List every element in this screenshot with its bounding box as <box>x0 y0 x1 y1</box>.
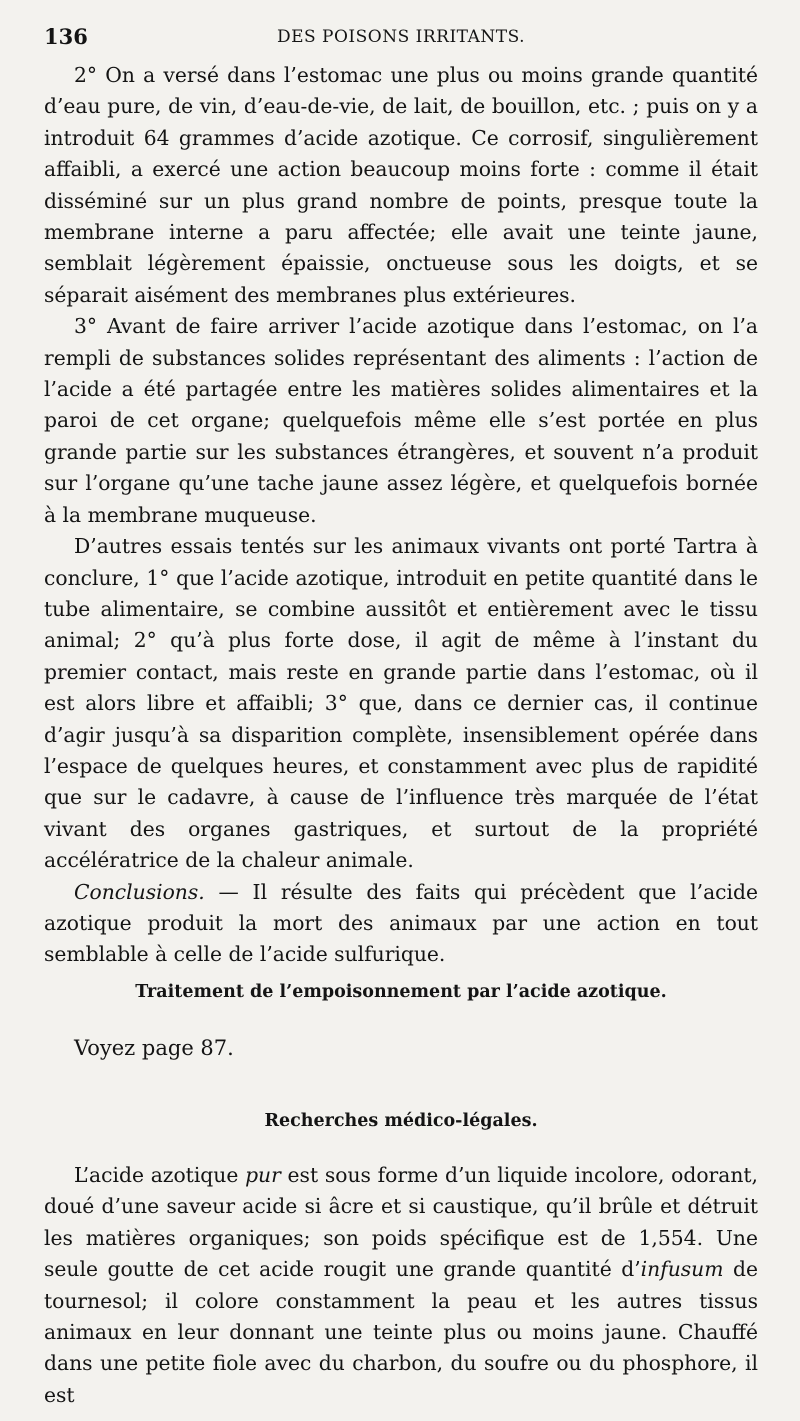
cross-reference: Voyez page 87. <box>74 1036 234 1060</box>
paragraph <box>44 1160 758 1411</box>
conclusions-paragraph <box>44 877 758 971</box>
text-run: de tournesol; il colore constamment la peau et les autres tissus animaux en leur donnant une teinte plus ou moins jaune. Chauffé dans une petite fiole avec du charbon, du soufre ou du phosphore, il est <box>44 1257 758 1407</box>
text-run: 2° On a versé dans l’estomac une plus ou moins grande quantité d’eau pure, de vin, d’eau-de-vie, de lait, de bouillon, etc. ; puis on y a introduit 64 grammes d’acide azotique. Ce corrosif, singulièrement affaibli, a exercé une action beaucoup moins forte : comme il était disséminé sur un plus grand nombre de points, presque toute la membrane interne a paru affectée; elle avait une teinte jaune, semblait légèrement épaissie, onctueuse sous les doigts, et se séparait aisément des membranes plus extérieures. <box>44 63 758 307</box>
text-run: est sous forme d’un liquide incolore, odorant, doué d’une saveur acide si âcre et si caustique, qu’il brûle et détruit les matières organiques; son poids spécifique est de 1,554. Une seule goutte de cet acide rougit une grande quantité d’ <box>44 1163 758 1282</box>
text-run: L’acide azotique <box>74 1163 246 1187</box>
paragraph <box>44 531 758 876</box>
italic-text: Conclusions. <box>74 879 205 904</box>
text-run: — Il résulte des faits qui précèdent que l’acide azotique produit la mort des animaux par une action en tout semblable à celle de l’acide sulfurique. <box>44 879 758 967</box>
italic-text: pur <box>245 1163 281 1187</box>
running-head <box>44 24 758 54</box>
text-run: 3° Avant de faire arriver l’acide azotique dans l’estomac, on l’a rempli de substances solides représentant des aliments : l’action de l’acide a été partagée entre les matières solides alimentaires et la paroi de cet organe; quelquefois même elle s’est portée en plus grande partie sur les substances étrangères, et souvent n’a produit sur l’organe qu’une tache jaune assez légère, et quelquefois bornée à la membrane muqueuse. <box>44 314 758 527</box>
treatment-heading: Traitement de l’empoisonnement par l’acide azotique. <box>135 982 667 1002</box>
medico-legal-heading: Recherches médico-légales. <box>264 1111 538 1131</box>
paragraph <box>44 311 758 531</box>
running-title: DES POISONS IRRITANTS. <box>276 27 526 47</box>
paragraph <box>44 60 758 311</box>
body-text-bottom <box>44 1160 758 1411</box>
text-run: D’autres essais tentés sur les animaux vivants ont porté Tartra à conclure, 1° que l’acide azotique, introduit en petite quantité dans le tube alimentaire, se combine aussitôt et entièrement avec le tissu animal; 2° qu’à plus forte dose, il agit de même à l’instant du premier contact, mais reste en grande partie dans l’estomac, où il est alors libre et affaibli; 3° que, dans ce dernier cas, il continue d’agir jusqu’à sa disparition complète, insensiblement opérée dans l’espace de quelques heures, et constamment avec plus de rapidité que sur le cadavre, à cause de l’influence très marquée de l’état vivant des organes gastriques, et surtout de la propriété accélératrice de la chaleur animale. <box>44 534 758 873</box>
body-text-top <box>44 60 758 971</box>
italic-text: infusum <box>640 1257 724 1282</box>
page-number: 136 <box>44 24 88 49</box>
